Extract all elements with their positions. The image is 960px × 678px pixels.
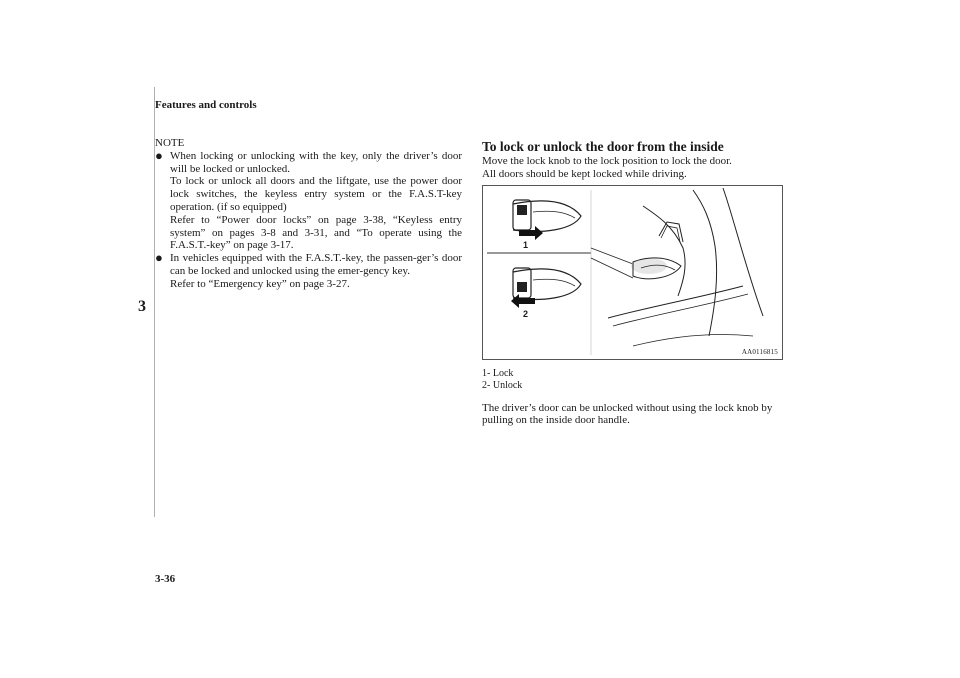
note-paragraph: Refer to “Power door locks” on page 3-38, “Keyless entry system” on pages 3-8 and 3-31, and “To operate using the F.A.S.T.-key” on page 3-17. <box>170 213 462 252</box>
intro-line: All doors should be kept locked while driving. <box>482 167 687 180</box>
note-paragraph: To lock or unlock all doors and the liftgate, use the power door lock switches, the keyless entry system or the F.A.S.T-key operation. (if so equipped) <box>170 175 462 213</box>
legend-item <box>482 380 782 393</box>
legend-number: 2- <box>482 380 491 392</box>
legend-number: 1- <box>482 367 491 379</box>
door-lock-illustration <box>483 186 782 359</box>
note-bullet <box>155 147 462 252</box>
figure-legend <box>482 368 782 393</box>
note-block <box>155 137 462 291</box>
note-paragraph: Refer to “Emergency key” on page 3-27. <box>170 277 350 290</box>
door-lock-figure <box>482 185 783 360</box>
legend-label: Unlock <box>492 380 523 392</box>
note-bullet <box>155 252 462 290</box>
section-title: Features and controls <box>155 99 257 111</box>
closing-paragraph: The driver’s door can be unlocked without using the lock knob by pulling on the inside door handle. <box>482 401 773 427</box>
legend-label: Lock <box>492 367 514 379</box>
legend-item <box>482 368 782 381</box>
note-label: NOTE <box>155 137 185 149</box>
intro-line: Move the lock knob to the lock position to lock the door. <box>482 155 732 167</box>
section-heading: To lock or unlock the door from the inside <box>482 139 724 154</box>
chapter-number: 3 <box>138 298 146 315</box>
bullet-dot-icon: ● <box>155 250 163 266</box>
lock-section <box>482 139 782 438</box>
figure-callout: 2 <box>523 308 529 319</box>
bullet-dot-icon: ● <box>155 147 163 163</box>
note-paragraph: When locking or unlocking with the key, only the driver’s door will be locked or unlocked. <box>170 149 462 175</box>
figure-callout: 1 <box>523 239 529 250</box>
page-number: 3-36 <box>155 573 176 585</box>
figure-code: AA0116815 <box>741 347 778 356</box>
note-paragraph: In vehicles equipped with the F.A.S.T.-key, the passen-ger’s door can be locked and unlocked using the emer-gency key. <box>170 252 462 277</box>
